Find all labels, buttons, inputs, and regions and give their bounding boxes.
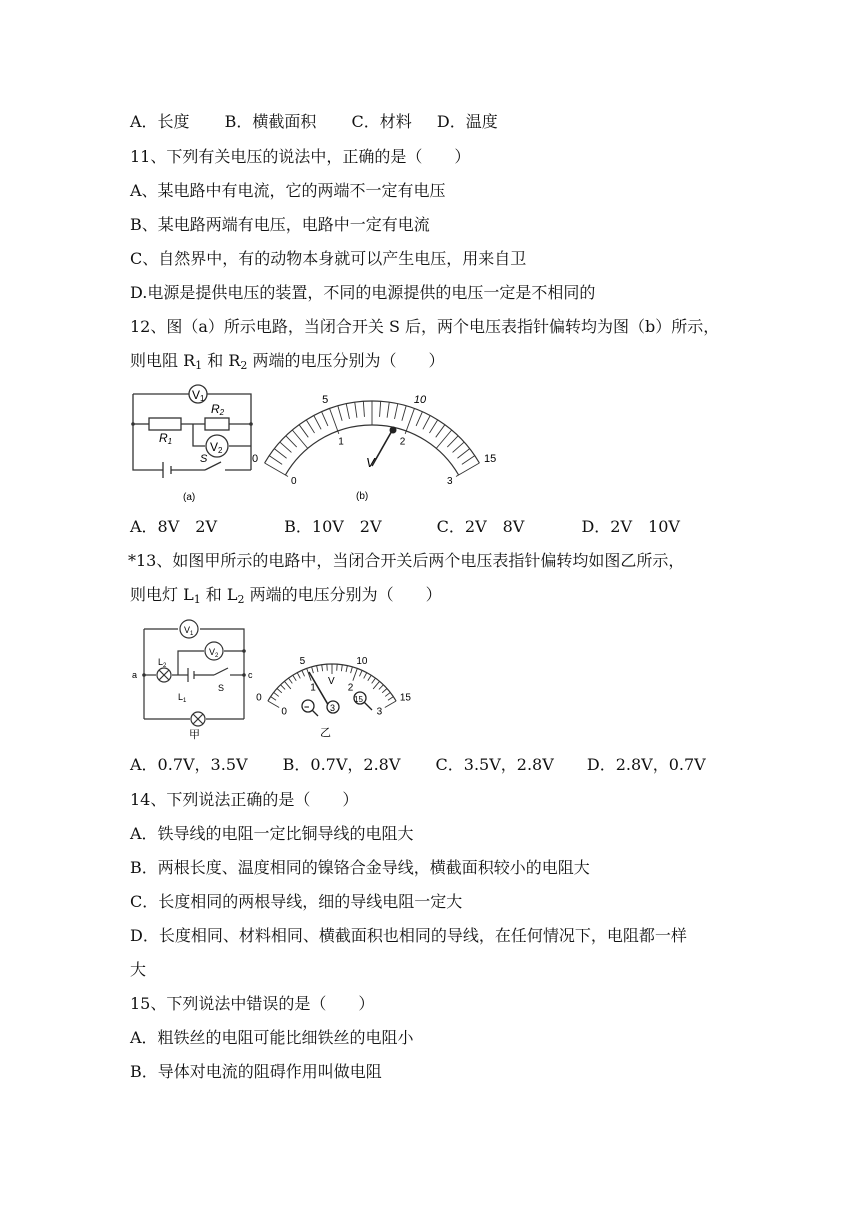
l1-label: $L_1$ xyxy=(178,692,187,704)
dial-y-tick xyxy=(373,681,379,689)
dial-y-tick xyxy=(351,667,353,673)
dial-b-tick xyxy=(306,420,314,433)
dial-y-tick xyxy=(274,692,279,696)
scale-label-top: 5 xyxy=(322,394,329,407)
figure-b-voltmeter xyxy=(251,375,497,505)
subscript: 1 xyxy=(195,359,203,372)
scale-label-bottom: 0 xyxy=(281,706,287,718)
dial-b-tick xyxy=(286,436,297,447)
dial-b-tick xyxy=(453,442,465,452)
q15-option-a: A．粗铁丝的电阻可能比细铁丝的电阻小 xyxy=(130,1028,414,1047)
q11-option-c: C、自然界中，有的动物本身就可以产生电压，用来自卫 xyxy=(130,249,527,268)
q12-stem-line2 xyxy=(130,350,444,377)
figure-yi-voltmeter xyxy=(256,628,412,740)
dial-y-tick xyxy=(289,678,293,683)
q11-stem: 11、下列有关电压的说法中，正确的是（ ） xyxy=(130,147,471,166)
scale-label-bottom: 2 xyxy=(399,436,406,448)
l2-label: $L_2$ xyxy=(158,657,167,669)
option: B．10V 2V xyxy=(284,517,382,536)
scale-label-top: 0 xyxy=(251,453,259,465)
dial-y-tick xyxy=(271,697,276,701)
scale-label-bottom: 1 xyxy=(338,436,344,448)
option: C．2V 8V xyxy=(436,517,525,536)
q11-option-b: B、某电路两端有电压，电路中一定有电流 xyxy=(130,215,430,234)
dial-y-tick xyxy=(341,665,342,671)
subscript: 2 xyxy=(237,593,245,606)
q13-options xyxy=(130,754,706,776)
dial-b-tick xyxy=(355,402,357,417)
q13-stem-line2 xyxy=(130,584,442,611)
dial-y-tick xyxy=(297,673,300,679)
q11-option-d: D.电源是提供电压的装置，不同的电源提供的电压一定是不相同的 xyxy=(130,283,596,302)
dial-y-tick xyxy=(293,675,296,681)
q15-option-b: B．导体对电流的阻碍作用叫做电阻 xyxy=(130,1062,382,1081)
dial-b-tick xyxy=(447,436,458,447)
dial-b-tick xyxy=(402,406,406,421)
scale-label-top: 10 xyxy=(413,394,427,407)
unit-label: V xyxy=(328,676,335,687)
q10-options xyxy=(130,111,498,133)
dial-y-tick xyxy=(379,685,384,690)
scale-label-bottom: 0 xyxy=(291,476,297,487)
needle xyxy=(372,429,393,466)
switch-label: S xyxy=(218,683,225,693)
dial-y-tick xyxy=(364,673,367,679)
dial-b-tick xyxy=(346,404,349,419)
dial-b-tick xyxy=(274,449,286,459)
dial-b-tick xyxy=(322,412,328,426)
dial-b-tick xyxy=(363,401,364,417)
q14-option-d: D．长度相同、材料相同、横截面积也相同的导线，在任何情况下，电阻都一样 xyxy=(130,926,687,945)
dial-b-tick xyxy=(380,401,381,417)
text: 和 L xyxy=(200,585,238,604)
dial-b-tick xyxy=(462,456,475,465)
dial-b-tick xyxy=(299,425,308,438)
figure-jia-circuit xyxy=(128,615,268,740)
v2-label: $V_2$ xyxy=(209,647,219,659)
dial-y-tick xyxy=(277,688,282,692)
option: D．2.8V，0.7V xyxy=(586,755,706,774)
option: A．长度 xyxy=(130,112,190,131)
option: D．温度 xyxy=(436,112,498,131)
v2-label: V2 xyxy=(210,440,223,455)
option: D．2V 10V xyxy=(581,517,680,536)
q12-stem-line1: 12、图（a）所示电路，当闭合开关 S 后，两个电压表指针偏转均为图（b）所示， xyxy=(130,317,720,336)
option: B．0.7V，2.8V xyxy=(282,755,401,774)
node-c-label: c xyxy=(248,670,253,680)
dial-y-tick xyxy=(284,681,290,689)
dial-y-tick xyxy=(368,675,371,681)
scale-label-top: 0 xyxy=(256,692,262,704)
dial-y-tick xyxy=(372,678,376,683)
dial-y-tick xyxy=(382,688,387,692)
option: C．材料 xyxy=(351,112,412,131)
node-a-label: a xyxy=(132,670,138,680)
dial-b-tick xyxy=(405,408,414,433)
q14-option-a: A．铁导线的电阻一定比铜导线的电阻大 xyxy=(130,824,414,843)
figure-caption: (b) xyxy=(356,491,369,502)
figure-a-circuit xyxy=(125,380,265,506)
dial-b-tick xyxy=(429,420,437,433)
dial-y-tick xyxy=(385,692,390,696)
unit-label: V xyxy=(366,455,375,470)
dial-b-tick xyxy=(338,406,342,421)
dial-b-tick xyxy=(416,412,422,426)
dial-b-tick xyxy=(265,463,288,477)
dial-b-tick xyxy=(269,456,282,465)
dial-y-tick xyxy=(268,701,279,708)
text: 两端的电压分别为（ ） xyxy=(247,351,445,370)
v1-label: $V_1$ xyxy=(184,625,194,637)
figure-caption: 甲 xyxy=(189,729,200,741)
text: 则电灯 L xyxy=(130,585,194,604)
switch-label: S xyxy=(200,453,208,465)
terminal-label: − xyxy=(304,702,310,712)
terminal-label: 3 xyxy=(330,703,336,713)
scale-label-bottom: 3 xyxy=(376,706,383,718)
option: A．8V 2V xyxy=(130,517,218,536)
q14-option-d-cont: 大 xyxy=(130,960,147,979)
subscript: 2 xyxy=(240,359,248,372)
scale-label-top: 15 xyxy=(484,453,497,465)
text: 两端的电压分别为（ ） xyxy=(244,585,442,604)
needle-tip xyxy=(390,427,397,434)
dial-b-tick xyxy=(330,408,339,433)
subscript: 1 xyxy=(193,593,201,606)
dial-y-tick xyxy=(359,670,362,676)
dial-y-tick xyxy=(322,665,323,671)
scale-label-bottom: 3 xyxy=(446,476,453,487)
q14-stem: 14、下列说法正确的是（ ） xyxy=(130,790,359,809)
dial-b-tick xyxy=(314,416,321,430)
scale-label-bottom: 2 xyxy=(347,682,354,694)
dial-b-tick xyxy=(423,416,430,430)
dial-y-tick xyxy=(317,666,318,672)
text: 和 R xyxy=(202,351,241,370)
text: 则电阻 R xyxy=(130,351,196,370)
dial-b-tick xyxy=(456,463,479,477)
dial-b-tick xyxy=(457,449,469,459)
dial-y-tick xyxy=(302,670,305,676)
dial-y-tick xyxy=(312,667,314,673)
dial-b-tick xyxy=(395,404,398,419)
q14-option-c: C．长度相同的两根导线，细的导线电阻一定大 xyxy=(130,892,463,911)
scale-label-top: 5 xyxy=(299,656,306,668)
terminal-label: 15 xyxy=(354,695,363,704)
figure-caption: 乙 xyxy=(320,727,331,739)
dial-b-tick xyxy=(280,442,292,452)
q13-stem-line1: *13、如图甲所示的电路中，当闭合开关后两个电压表指针偏转均如图乙所示， xyxy=(128,551,685,570)
r2-label: R2 xyxy=(211,402,225,417)
option: C．3.5V，2.8V xyxy=(435,755,554,774)
dial-b-tick xyxy=(436,425,445,438)
q11-option-a: A、某电路中有电流，它的两端不一定有电压 xyxy=(130,181,446,200)
v1-label: V1 xyxy=(192,388,205,403)
scale-label-bottom: 1 xyxy=(310,682,316,694)
q14-option-b: B．两根长度、温度相同的镍铬合金导线，横截面积较小的电阻大 xyxy=(130,858,590,877)
scale-label-top: 15 xyxy=(399,692,412,704)
dial-b-tick xyxy=(387,402,389,417)
dial-y-tick xyxy=(353,668,357,680)
option: A．0.7V，3.5V xyxy=(130,755,248,774)
r1-label: R1 xyxy=(159,431,173,446)
scale-label-top: 10 xyxy=(356,656,368,668)
dial-y-tick xyxy=(385,701,396,708)
option: B．横截面积 xyxy=(224,112,317,131)
dial-y-tick xyxy=(388,697,393,701)
dial-y-tick xyxy=(281,685,286,690)
dial-y-tick xyxy=(346,666,347,672)
figure-caption: (a) xyxy=(183,492,196,503)
q15-stem: 15、下列说法中错误的是（ ） xyxy=(130,994,375,1013)
q12-options xyxy=(130,516,680,538)
